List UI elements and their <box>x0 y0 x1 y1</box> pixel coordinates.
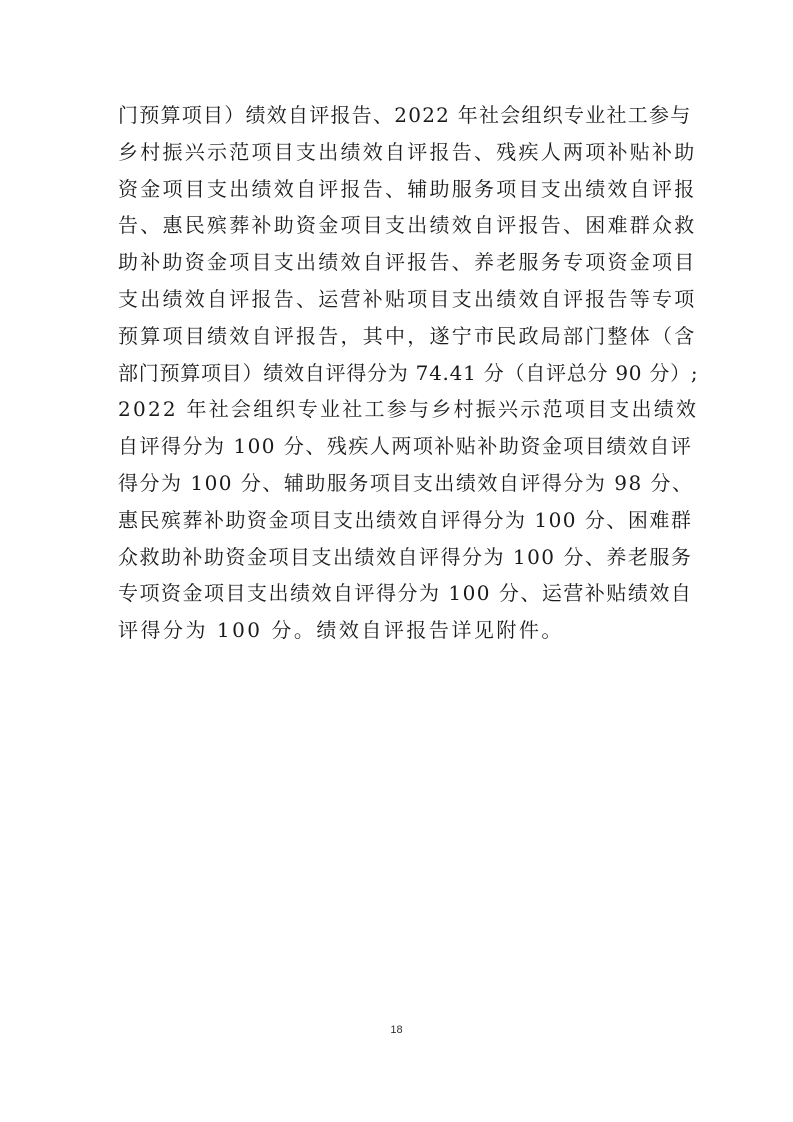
text-line: 得分为 100 分、辅助服务项目支出绩效自评得分为 98 分、 <box>118 470 694 495</box>
text-line: 专项资金项目支出绩效自评得分为 100 分、运营补贴绩效自 <box>118 581 693 606</box>
body-paragraph <box>118 97 698 649</box>
text-line: 预算项目绩效自评报告，其中，遂宁市民政局部门整体（含 <box>118 323 697 348</box>
text-line: 乡村振兴示范项目支出绩效自评报告、残疾人两项补贴补助 <box>118 139 697 164</box>
page-number: 18 <box>390 1024 403 1036</box>
text-line: 众救助补助资金项目支出绩效自评得分为 100 分、养老服务 <box>118 544 693 569</box>
text-line: 支出绩效自评报告、运营补贴项目支出绩效自评报告等专项 <box>118 286 697 311</box>
text-line: 2022 年社会组织专业社工参与乡村振兴示范项目支出绩效 <box>118 397 699 422</box>
text-line: 部门预算项目）绩效自评得分为 74.41 分（自评总分 90 分）; <box>118 360 699 385</box>
text-line: 自评得分为 100 分、残疾人两项补贴补助资金项目绩效自评 <box>118 434 693 459</box>
text-line: 门预算项目）绩效自评报告、2022 年社会组织专业社工参与 <box>118 103 692 127</box>
text-line: 资金项目支出绩效自评报告、辅助服务项目支出绩效自评报 <box>118 176 697 201</box>
text-line: 惠民殡葬补助资金项目支出绩效自评得分为 100 分、困难群 <box>118 507 693 532</box>
text-line: 评得分为 100 分。绩效自评报告详见附件。 <box>118 618 564 643</box>
text-line: 助补助资金项目支出绩效自评报告、养老服务专项资金项目 <box>118 250 697 275</box>
text-line: 告、惠民殡葬补助资金项目支出绩效自评报告、困难群众救 <box>118 213 697 238</box>
